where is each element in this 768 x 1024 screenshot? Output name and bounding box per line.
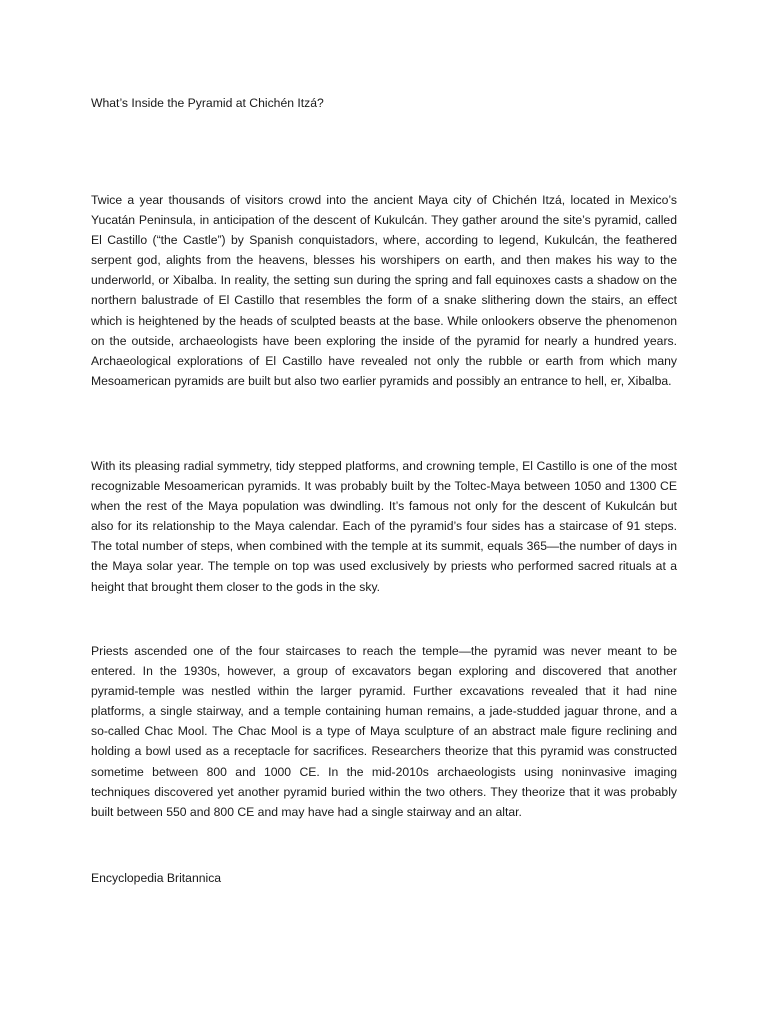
paragraph-castillo-descent: Twice a year thousands of visitors crowd into the ancient Maya city of Chichén Itzá, located in Mexico’s Yucatán Peninsula, in anticipation of the descent of Kukulcán. They gather around the site’s pyramid, called El Castillo (“the Castle”) by Spanish conquistadors, where, according to legend, Kukulcán, the feathered serpent god, alights from the heavens, blesses his worshipers on earth, and then makes his way to the underworld, or Xibalba. In reality, the setting sun during the spring and fall equinoxes casts a shadow on the northern balustrade of El Castillo that resembles the form of a snake slithering down the stairs, an effect which is heightened by the heads of sculpted beasts at the base. While onlookers observe the phenomenon on the outside, archaeologists have been exploring the inside of the pyramid for nearly a hundred years. Archaeological explorations of El Castillo have revealed not only the rubble or earth from which many Mesoamerican pyramids are built but also two earlier pyramids and possibly an entrance to hell, er, Xibalba. xyxy=(91,193,677,388)
paragraph-inner-pyramids: Priests ascended one of the four staircases to reach the temple—the pyramid was never meant to be entered. In the 1930s, however, a group of excavators began exploring and discovered that another pyramid-temple was nestled within the larger pyramid. Further excavations revealed that it had nine platforms, a single stairway, and a temple containing human remains, a jade-studded jaguar throne, and a so-called Chac Mool. The Chac Mool is a type of Maya sculpture of an abstract male figure reclining and holding a bowl used as a receptacle for sacrifices. Researchers theorize that this pyramid was constructed sometime between 800 and 1000 CE. In the mid-2010s archaeologists using noninvasive imaging techniques discovered yet another pyramid buried within the two others. They theorize that it was probably built between 550 and 800 CE and may have had a single stairway and an altar. xyxy=(91,644,677,819)
document-title: What’s Inside the Pyramid at Chichén Itzá? xyxy=(91,96,324,110)
paragraph-castillo-calendar: With its pleasing radial symmetry, tidy stepped platforms, and crowning temple, El Castillo is one of the most recognizable Mesoamerican pyramids. It was probably built by the Toltec-Maya between 1050 and 1300 CE when the rest of the Maya population was dwindling. It’s famous not only for the descent of Kukulcán but also for its relationship to the Maya calendar. Each of the pyramid’s four sides has a staircase of 91 steps. The total number of steps, when combined with the temple at its summit, equals 365—the number of days in the Maya solar year. The temple on top was used exclusively by priests who performed sacred rituals at a height that brought them closer to the gods in the sky. xyxy=(91,459,677,594)
document-page xyxy=(91,0,677,1024)
source-attribution: Encyclopedia Britannica xyxy=(91,871,222,885)
